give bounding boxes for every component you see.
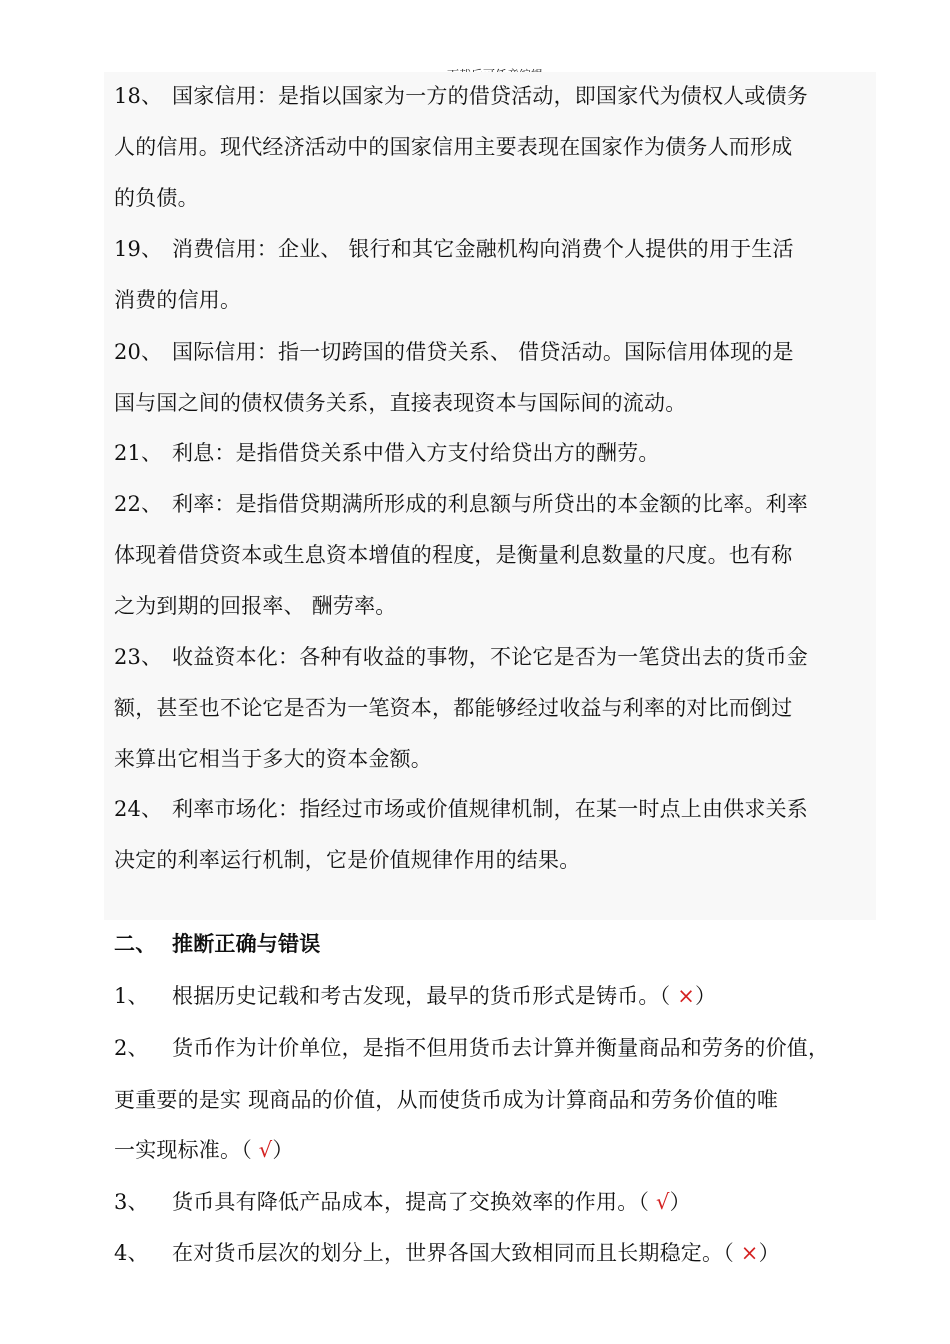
definition-line <box>114 237 794 261</box>
closing-paren: ） <box>758 1241 780 1265</box>
wrong-mark: × <box>740 1241 759 1265</box>
line-text: 在对货币层次的划分上，世界各国大致相同而且长期稳定。（ <box>172 1241 741 1265</box>
closing-paren: ） <box>694 984 717 1008</box>
closing-paren: ） <box>669 1190 691 1214</box>
closing-paren: ） <box>272 1138 294 1162</box>
judgement-line <box>114 1138 294 1162</box>
line-text: 消费信用：企业、 银行和其它金融机构向消费个人提供的用于生活 <box>172 237 794 261</box>
line-text: 决定的利率运行机制，它是价值规律作用的结果。 <box>114 848 581 872</box>
line-text: 利率：是指借贷期满所形成的利息额与所贷出的本金额的比率。利率 <box>172 492 808 516</box>
item-number: 24、 <box>114 797 163 821</box>
definition-line <box>114 747 432 771</box>
line-text: 利率市场化：指经过市场或价值规律机制，在某一时点上由供求关系 <box>172 797 808 821</box>
section-title-text: 推断正确与错误 <box>172 931 321 956</box>
line-text: 利息：是指借贷关系中借入方支付给贷出方的酬劳。 <box>172 441 660 465</box>
definition-line <box>114 797 808 821</box>
correct-mark: √ <box>258 1138 273 1162</box>
wrong-mark: × <box>670 984 695 1008</box>
definition-line <box>114 135 792 159</box>
item-number: 1、 <box>114 984 149 1008</box>
definition-line <box>114 391 686 415</box>
item-number: 4、 <box>114 1241 149 1265</box>
judgement-line <box>114 1190 691 1214</box>
definition-line <box>114 594 396 618</box>
definition-line <box>114 186 199 210</box>
item-number: 23、 <box>114 645 163 669</box>
section-title <box>114 932 320 956</box>
item-number: 19、 <box>114 237 163 261</box>
item-number: 22、 <box>114 492 163 516</box>
correct-mark: √ <box>655 1190 670 1214</box>
judgement-line <box>114 1088 778 1112</box>
line-text: 体现着借贷资本或生息资本增值的程度，是衡量利息数量的尺度。也有称 <box>114 543 793 567</box>
line-text: 的负债。 <box>114 186 199 210</box>
line-text: 国与国之间的债权债务关系，直接表现资本与国际间的流动。 <box>114 391 687 415</box>
item-number: 21、 <box>114 441 163 465</box>
line-text: 根据历史记载和考古发现，最早的货币形式是铸币。（ <box>172 984 671 1008</box>
line-text: 一实现标准。（ <box>114 1138 259 1162</box>
item-number: 2、 <box>114 1036 149 1060</box>
definition-line <box>114 645 808 669</box>
item-number: 18、 <box>114 84 163 108</box>
line-text: 收益资本化：各种有收益的事物，不论它是否为一笔贷出去的货币金 <box>172 645 808 669</box>
line-text: 额，甚至也不论它是否为一笔资本，都能够经过收益与利率的对比而倒过 <box>114 696 793 720</box>
line-text: 更重要的是实 现商品的价值，从而使货币成为计算商品和劳务价值的唯 <box>114 1088 779 1112</box>
line-text: 消费的信用。 <box>114 288 242 312</box>
definition-line <box>114 543 792 567</box>
definition-line <box>114 84 808 108</box>
line-text: 货币作为计价单位，是指不但用货币去计算并衡量商品和劳务的价值， <box>172 1036 830 1060</box>
definition-line <box>114 492 808 516</box>
item-number: 20、 <box>114 340 163 364</box>
definition-line <box>114 848 580 872</box>
definition-line <box>114 696 792 720</box>
line-text: 来算出它相当于多大的资本金额。 <box>114 747 432 771</box>
section-number: 二、 <box>114 931 157 956</box>
definition-line <box>114 340 794 364</box>
line-text: 国际信用：指一切跨国的借贷关系、 借贷活动。国际信用体现的是 <box>172 340 794 364</box>
line-text: 货币具有降低产品成本，提高了交换效率的作用。（ <box>172 1190 656 1214</box>
item-number: 3、 <box>114 1190 149 1214</box>
definition-line <box>114 441 660 465</box>
judgement-line <box>114 1241 780 1265</box>
judgement-line <box>114 1036 829 1060</box>
judgement-line <box>114 984 716 1008</box>
line-text: 国家信用：是指以国家为一方的借贷活动，即国家代为债权人或债务 <box>172 84 808 108</box>
definition-line <box>114 288 241 312</box>
line-text: 之为到期的回报率、 酬劳率。 <box>114 594 397 618</box>
line-text: 人的信用。现代经济活动中的国家信用主要表现在国家作为债务人而形成 <box>114 135 793 159</box>
